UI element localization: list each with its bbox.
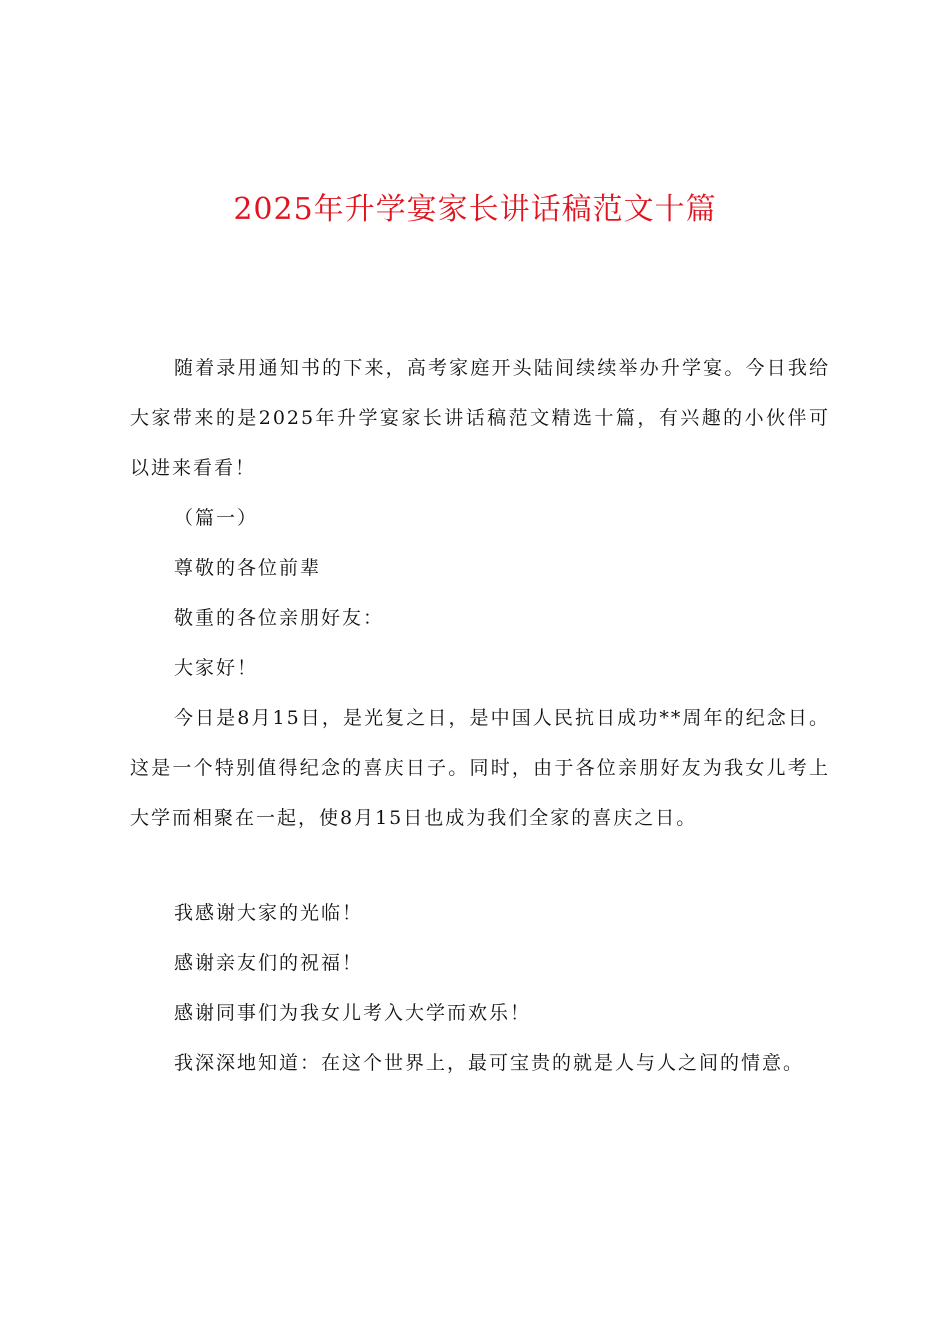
section-heading: （篇一） [174, 507, 259, 529]
thanks-line: 感谢亲友们的祝福！ [174, 952, 364, 974]
salutation-line: 尊敬的各位前辈 [174, 557, 322, 579]
body-paragraph: 今日是8月15日，是光复之日，是中国人民抗日成功**周年的纪念日。这是一个特别值得纪念的喜庆日子。同时，由于各位亲朋好友为我女儿考上大学而相聚在一起，使8月15日也成为我们全家的喜庆之日。 [130, 707, 830, 829]
body-paragraph: 我深深地知道：在这个世界上，最可宝贵的就是人与人之间的情意。 [174, 1052, 805, 1074]
salutation-line: 敬重的各位亲朋好友： [174, 607, 385, 629]
intro-paragraph: 随着录用通知书的下来，高考家庭开头陆间续续举办升学宴。今日我给大家带来的是2025年升学宴家长讲话稿范文精选十篇，有兴趣的小伙伴可以进来看看！ [130, 357, 830, 479]
document-body [130, 343, 830, 1088]
thanks-line: 我感谢大家的光临！ [174, 902, 364, 924]
document-title: 2025年升学宴家长讲话稿范文十篇 [233, 192, 717, 227]
greeting-line: 大家好！ [174, 657, 259, 679]
thanks-line: 感谢同事们为我女儿考入大学而欢乐！ [174, 1002, 532, 1024]
